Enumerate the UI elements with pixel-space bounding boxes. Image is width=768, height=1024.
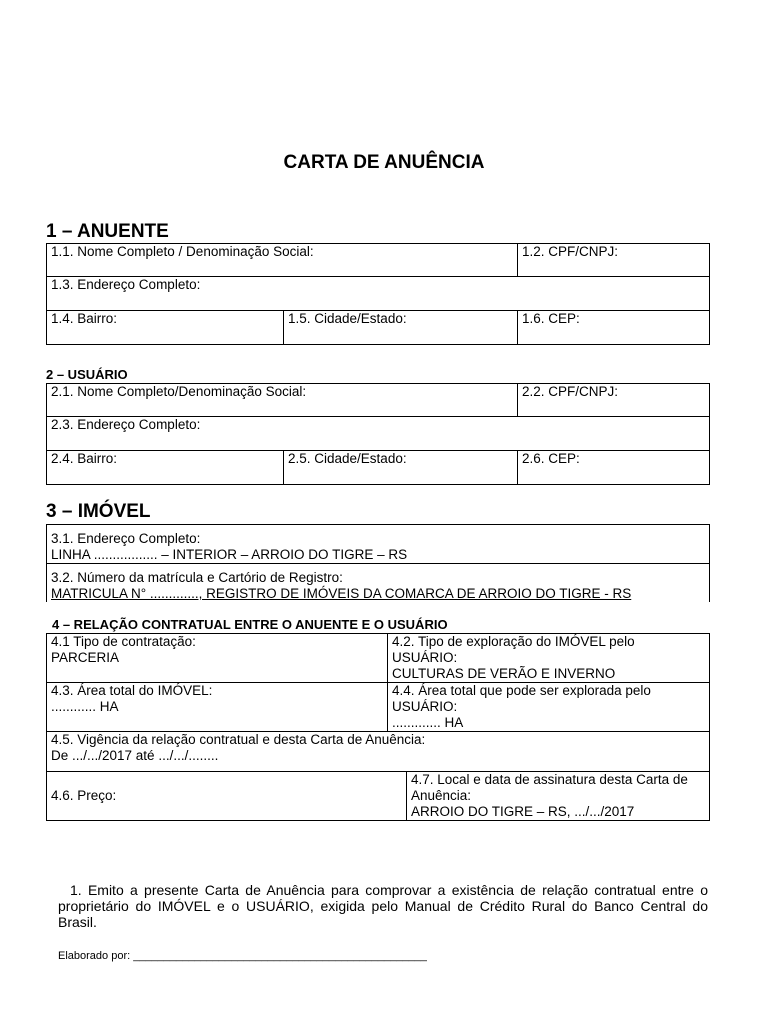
vigencia-field[interactable]: 4.5. Vigência da relação contratual e desta Carta de Anuência: De .../.../2017 até .../.../........ bbox=[47, 732, 710, 772]
declaration-paragraph: 1. Emito a presente Carta de Anuência para comprovar a existência de relação contratual entre o proprietário do IMÓVEL e o USUÁRIO, exigida pelo Manual de Crédito Rural do Banco Central do Brasil. bbox=[58, 882, 708, 930]
usuario-endereco-field[interactable]: 2.3. Endereço Completo: bbox=[47, 417, 710, 451]
area-total-value: ............ HA bbox=[51, 699, 119, 714]
imovel-table bbox=[46, 524, 710, 602]
section-4-heading: 4 – RELAÇÃO CONTRATUAL ENTRE O ANUENTE E O USUÁRIO bbox=[52, 617, 448, 632]
area-explorada-field[interactable]: 4.4. Área total que pode ser explorada pelo USUÁRIO: ............. HA bbox=[388, 683, 710, 732]
preco-field[interactable]: 4.6. Preço: bbox=[47, 772, 407, 821]
imovel-matricula-field[interactable] bbox=[47, 564, 710, 603]
tipo-contratacao-value: PARCERIA bbox=[51, 650, 120, 665]
anuente-bairro-field[interactable]: 1.4. Bairro: bbox=[47, 311, 284, 345]
tipo-contratacao-field[interactable] bbox=[47, 634, 388, 683]
signature-label: Elaborado por: bbox=[58, 950, 131, 962]
usuario-cep-field[interactable]: 2.6. CEP: bbox=[518, 451, 710, 485]
tipo-exploracao-field[interactable]: 4.2. Tipo de exploração do IMÓVEL pelo USUÁRIO: CULTURAS DE VERÃO E INVERNO bbox=[388, 634, 710, 683]
section-1-heading: 1 – ANUENTE bbox=[46, 221, 169, 242]
signature-line[interactable] bbox=[58, 950, 427, 962]
imovel-matricula-label: 3.2. Número da matrícula e Cartório de Registro: bbox=[51, 570, 343, 585]
usuario-bairro-field[interactable]: 2.4. Bairro: bbox=[47, 451, 284, 485]
local-data-field[interactable]: 4.7. Local e data de assinatura desta Carta de Anuência: ARROIO DO TIGRE – RS, .../.../2017 bbox=[407, 772, 710, 821]
imovel-matricula-value: MATRICULA N° ............., REGISTRO DE IMÓVEIS DA COMARCA DE ARROIO DO TIGRE - RS bbox=[51, 586, 632, 601]
imovel-endereco-value: LINHA ................. – INTERIOR – ARROIO DO TIGRE – RS bbox=[51, 547, 408, 562]
anuente-cidade-field[interactable]: 1.5. Cidade/Estado: bbox=[284, 311, 518, 345]
usuario-cpf-field[interactable]: 2.2. CPF/CNPJ: bbox=[518, 384, 710, 417]
document-title: CARTA DE ANUÊNCIA bbox=[283, 152, 485, 173]
relacao-table bbox=[46, 633, 710, 821]
anuente-cpf-field[interactable]: 1.2. CPF/CNPJ: bbox=[518, 244, 710, 277]
signature-blank: ________________________________________________ bbox=[133, 950, 427, 962]
tipo-exploracao-value: CULTURAS DE VERÃO E INVERNO bbox=[392, 666, 616, 681]
section-3-heading: 3 – IMÓVEL bbox=[46, 501, 151, 522]
anuente-nome-field[interactable]: 1.1. Nome Completo / Denominação Social: bbox=[47, 244, 518, 277]
anuente-endereco-field[interactable]: 1.3. Endereço Completo: bbox=[47, 277, 710, 311]
usuario-cidade-field[interactable]: 2.5. Cidade/Estado: bbox=[284, 451, 518, 485]
imovel-endereco-label: 3.1. Endereço Completo: bbox=[51, 531, 201, 546]
usuario-nome-field[interactable]: 2.1. Nome Completo/Denominação Social: bbox=[47, 384, 518, 417]
area-total-field[interactable]: 4.3. Área total do IMÓVEL: ............ HA bbox=[47, 683, 388, 732]
local-data-value: ARROIO DO TIGRE – RS, .../.../2017 bbox=[411, 804, 635, 819]
vigencia-value: De .../.../2017 até .../.../........ bbox=[51, 748, 219, 763]
imovel-endereco-field[interactable] bbox=[47, 525, 710, 564]
tipo-contratacao-label: 4.1 Tipo de contratação: bbox=[51, 634, 196, 649]
section-2-heading: 2 – USUÁRIO bbox=[46, 367, 128, 382]
area-explorada-value: ............. HA bbox=[392, 715, 464, 730]
usuario-table bbox=[46, 383, 710, 485]
anuente-cep-field[interactable]: 1.6. CEP: bbox=[518, 311, 710, 345]
anuente-table bbox=[46, 243, 710, 345]
